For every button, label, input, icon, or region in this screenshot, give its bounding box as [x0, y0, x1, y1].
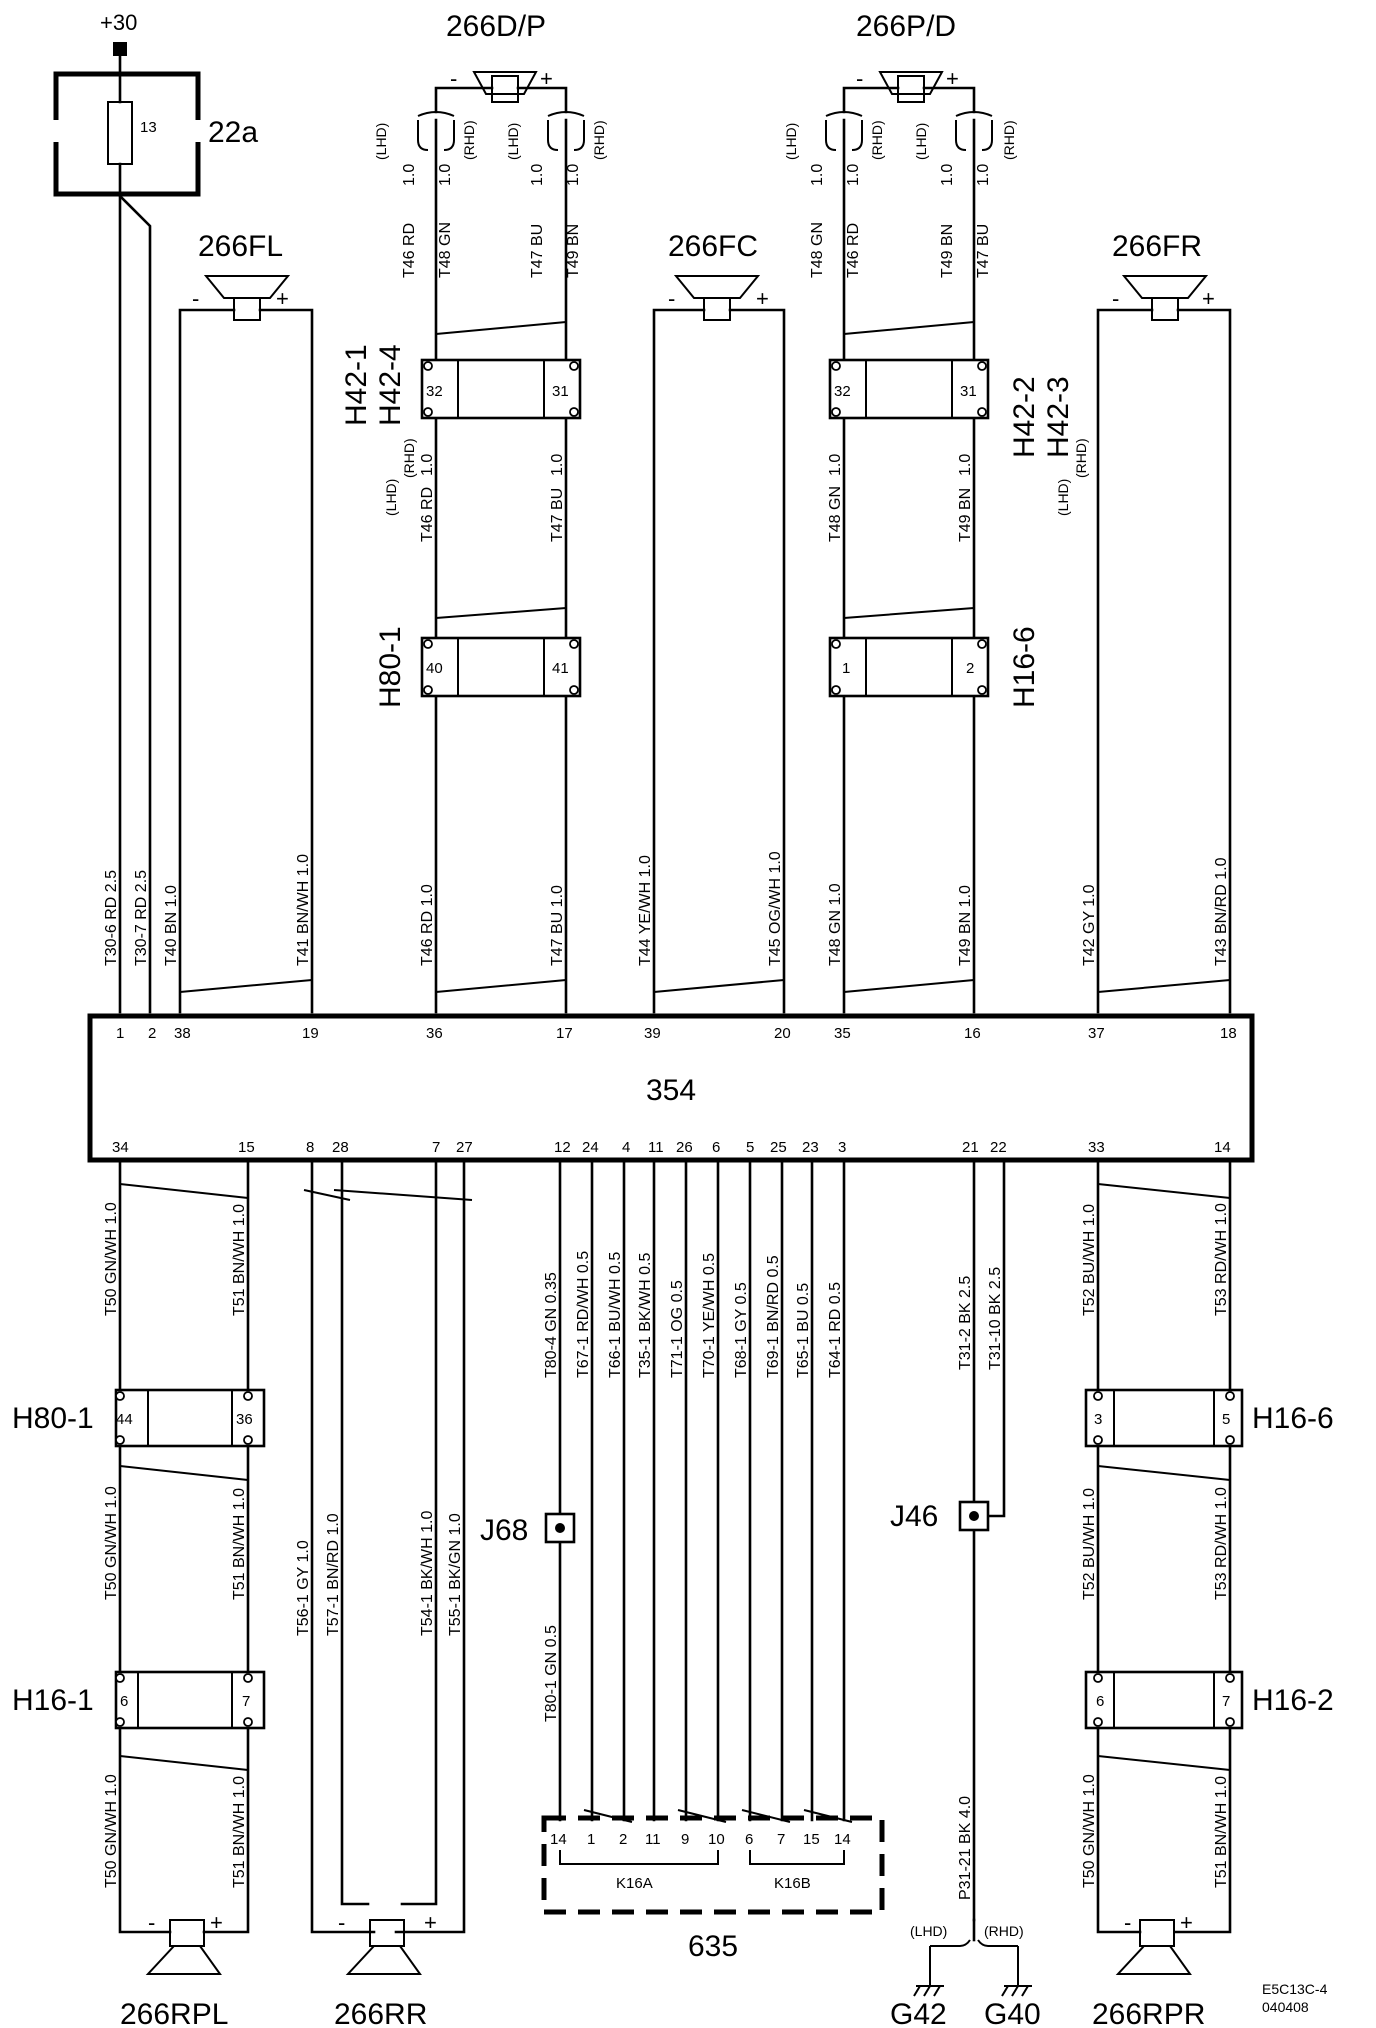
- svg-text:33: 33: [1088, 1139, 1105, 1156]
- svg-text:T41 BN/WH 1.0: T41 BN/WH 1.0: [295, 853, 312, 966]
- svg-text:34: 34: [112, 1139, 129, 1156]
- svg-text:T31-10 BK 2.5: T31-10 BK 2.5: [987, 1266, 1004, 1370]
- svg-text:+: +: [276, 286, 289, 311]
- svg-text:25: 25: [770, 1139, 787, 1156]
- label-h16-1: H16-1: [12, 1684, 94, 1717]
- svg-text:(LHD): (LHD): [910, 1923, 948, 1939]
- svg-text:T48 GN: T48 GN: [437, 221, 454, 278]
- svg-text:T49 BN: T49 BN: [957, 487, 974, 542]
- svg-text:T49 BN: T49 BN: [939, 223, 956, 278]
- control-unit-top-pins: [116, 1025, 1237, 1042]
- label-h42-4: H42-4: [374, 344, 407, 426]
- fuse-box: [56, 74, 198, 194]
- speaker-266fc-wires: [654, 310, 784, 1012]
- connector-h80-1-top: [422, 638, 580, 696]
- speaker-266rpr-label: 266RPR: [1092, 1998, 1206, 2028]
- svg-text:(LHD): (LHD): [913, 122, 929, 160]
- svg-text:41: 41: [552, 660, 569, 677]
- svg-text:T30-6 RD 2.5: T30-6 RD 2.5: [103, 869, 120, 966]
- svg-text:T50 GN/WH 1.0: T50 GN/WH 1.0: [103, 1486, 120, 1600]
- svg-text:15: 15: [238, 1139, 255, 1156]
- connector-h16-1: [116, 1672, 264, 1728]
- svg-text:T80-4 GN 0.35: T80-4 GN 0.35: [543, 1272, 560, 1378]
- svg-text:+: +: [1180, 1910, 1193, 1935]
- splice-j46: [960, 1502, 988, 1530]
- svg-text:19: 19: [302, 1025, 319, 1042]
- svg-text:1.0: 1.0: [957, 453, 974, 476]
- connector-h16-2: [1086, 1672, 1242, 1728]
- speaker-266fc-label: 266FC: [668, 230, 759, 263]
- splice-j68: [546, 1514, 574, 1542]
- svg-text:1.0: 1.0: [845, 163, 862, 186]
- speaker-266fr-wires: [1098, 310, 1230, 1012]
- svg-text:T55-1 BK/GN 1.0: T55-1 BK/GN 1.0: [447, 1513, 464, 1636]
- label-h16-6-bottom: H16-6: [1252, 1402, 1334, 1435]
- svg-text:1.0: 1.0: [565, 163, 582, 186]
- speaker-266fr-icon: [1124, 276, 1206, 320]
- svg-text:16: 16: [964, 1025, 981, 1042]
- svg-text:1.0: 1.0: [809, 163, 826, 186]
- svg-text:24: 24: [582, 1139, 599, 1156]
- speaker-266rr-icon: [348, 1920, 420, 1974]
- svg-text:T31-2 BK 2.5: T31-2 BK 2.5: [957, 1275, 974, 1370]
- label-g40: G40: [984, 1998, 1041, 2028]
- svg-text:T44 YE/WH 1.0: T44 YE/WH 1.0: [637, 855, 654, 966]
- label-g42: G42: [890, 1998, 947, 2028]
- svg-text:T67-1 RD/WH 0.5: T67-1 RD/WH 0.5: [575, 1250, 592, 1378]
- svg-text:T49 BN: T49 BN: [565, 223, 582, 278]
- svg-text:14: 14: [834, 1831, 851, 1848]
- svg-text:T50 GN/WH 1.0: T50 GN/WH 1.0: [1081, 1774, 1098, 1888]
- speaker-266fl-label: 266FL: [198, 230, 284, 263]
- svg-text:2: 2: [619, 1831, 628, 1848]
- svg-text:15: 15: [803, 1831, 820, 1848]
- label-module-635: 635: [688, 1930, 739, 1963]
- wires-rpr: [1098, 1160, 1230, 1932]
- svg-text:17: 17: [556, 1025, 573, 1042]
- svg-text:5: 5: [1222, 1411, 1231, 1428]
- svg-text:T70-1 YE/WH 0.5: T70-1 YE/WH 0.5: [701, 1252, 718, 1378]
- svg-text:(LHD): (LHD): [783, 122, 799, 160]
- svg-text:T57-1 BN/RD 1.0: T57-1 BN/RD 1.0: [325, 1513, 342, 1636]
- svg-text:44: 44: [116, 1411, 133, 1428]
- svg-text:T80-1 GN 0.5: T80-1 GN 0.5: [543, 1625, 560, 1722]
- svg-text:36: 36: [236, 1411, 253, 1428]
- svg-text:9: 9: [681, 1831, 690, 1848]
- svg-text:36: 36: [426, 1025, 443, 1042]
- ground-icon-g42: [914, 1986, 944, 1996]
- fuse-label: 22a: [208, 116, 259, 149]
- svg-text:11: 11: [648, 1139, 664, 1156]
- svg-text:T51 BN/WH 1.0: T51 BN/WH 1.0: [1213, 1775, 1230, 1888]
- svg-text:1.0: 1.0: [419, 453, 436, 476]
- label-j68: J68: [480, 1514, 529, 1547]
- svg-text:35: 35: [834, 1025, 851, 1042]
- svg-text:21: 21: [962, 1139, 979, 1156]
- svg-text:T68-1 GY 0.5: T68-1 GY 0.5: [733, 1282, 750, 1378]
- svg-text:T48 GN: T48 GN: [809, 221, 826, 278]
- svg-text:T46 RD: T46 RD: [419, 486, 436, 542]
- svg-text:31: 31: [552, 383, 569, 400]
- svg-text:T53 RD/WH 1.0: T53 RD/WH 1.0: [1213, 1487, 1230, 1600]
- svg-text:31: 31: [960, 383, 977, 400]
- bottom-wire-labels: [103, 1202, 1230, 1900]
- control-unit-label: 354: [646, 1074, 697, 1107]
- svg-text:-: -: [1124, 1910, 1132, 1935]
- connector-h16-6-top: [830, 638, 988, 696]
- label-k16a: K16A: [616, 1875, 653, 1892]
- svg-text:37: 37: [1088, 1025, 1105, 1042]
- svg-text:T47 BU: T47 BU: [549, 487, 566, 542]
- svg-text:39: 39: [644, 1025, 661, 1042]
- svg-text:+: +: [1202, 286, 1215, 311]
- svg-text:T69-1 BN/RD 0.5: T69-1 BN/RD 0.5: [765, 1255, 782, 1378]
- supply-terminal: [113, 42, 127, 56]
- fuse-number: 13: [140, 119, 157, 136]
- svg-text:20: 20: [774, 1025, 791, 1042]
- svg-text:1.0: 1.0: [437, 163, 454, 186]
- svg-text:1.0: 1.0: [529, 163, 546, 186]
- svg-text:+: +: [946, 66, 959, 91]
- svg-text:-: -: [1112, 286, 1120, 311]
- svg-text:11: 11: [645, 1831, 661, 1848]
- svg-text:5: 5: [746, 1139, 755, 1156]
- svg-text:(RHD): (RHD): [401, 438, 417, 478]
- svg-text:T64-1 RD 0.5: T64-1 RD 0.5: [827, 1281, 844, 1378]
- svg-text:1.0: 1.0: [939, 163, 956, 186]
- speaker-266fc-icon: [676, 276, 758, 320]
- svg-text:(RHD): (RHD): [984, 1923, 1024, 1939]
- fuse-element: [108, 102, 132, 164]
- svg-text:(LHD): (LHD): [383, 478, 399, 516]
- svg-text:T46 RD 1.0: T46 RD 1.0: [419, 884, 436, 966]
- svg-text:12: 12: [554, 1139, 571, 1156]
- label-h80-1-top: H80-1: [374, 626, 407, 708]
- svg-text:T47 BU: T47 BU: [529, 223, 546, 278]
- svg-text:T46 RD: T46 RD: [401, 222, 418, 278]
- svg-text:P31-21 BK 4.0: P31-21 BK 4.0: [957, 1795, 974, 1900]
- speaker-266fl-wires: [180, 310, 312, 1012]
- label-h16-6-top: H16-6: [1008, 626, 1041, 708]
- label-h42-3: H42-3: [1042, 376, 1075, 458]
- svg-text:T43 BN/RD 1.0: T43 BN/RD 1.0: [1213, 857, 1230, 966]
- svg-text:6: 6: [745, 1831, 754, 1848]
- svg-text:T56-1 GY 1.0: T56-1 GY 1.0: [295, 1540, 312, 1636]
- speaker-266dp-wires: [436, 120, 566, 1012]
- label-h16-2: H16-2: [1252, 1684, 1334, 1717]
- svg-text:T47 BU 1.0: T47 BU 1.0: [549, 885, 566, 966]
- svg-text:(LHD): (LHD): [1055, 478, 1071, 516]
- svg-text:23: 23: [802, 1139, 819, 1156]
- svg-text:22: 22: [990, 1139, 1007, 1156]
- svg-text:(RHD): (RHD): [1073, 438, 1089, 478]
- svg-text:4: 4: [622, 1139, 631, 1156]
- label-j46: J46: [890, 1500, 939, 1533]
- svg-text:-: -: [450, 66, 458, 91]
- svg-text:18: 18: [1220, 1025, 1237, 1042]
- svg-text:1.0: 1.0: [975, 163, 992, 186]
- svg-text:10: 10: [708, 1831, 725, 1848]
- svg-text:T53 RD/WH 1.0: T53 RD/WH 1.0: [1213, 1203, 1230, 1316]
- svg-text:1: 1: [842, 660, 851, 677]
- label-k16b: K16B: [774, 1875, 811, 1892]
- svg-text:7: 7: [242, 1693, 251, 1710]
- supply-label: +30: [100, 10, 138, 35]
- connector-h80-1-bottom: [116, 1390, 264, 1446]
- svg-text:T40 BN 1.0: T40 BN 1.0: [163, 885, 180, 966]
- svg-text:38: 38: [174, 1025, 191, 1042]
- svg-text:14: 14: [1214, 1139, 1231, 1156]
- label-h42-1: H42-1: [340, 344, 373, 426]
- svg-text:T48 GN 1.0: T48 GN 1.0: [827, 883, 844, 966]
- svg-text:+: +: [540, 66, 553, 91]
- module-635-pins: [550, 1831, 851, 1848]
- svg-text:T30-7 RD 2.5: T30-7 RD 2.5: [133, 869, 150, 966]
- svg-text:27: 27: [456, 1139, 473, 1156]
- svg-text:T47 BU: T47 BU: [975, 223, 992, 278]
- svg-text:-: -: [192, 286, 200, 311]
- svg-text:T42 GY 1.0: T42 GY 1.0: [1081, 884, 1098, 966]
- label-h42-2: H42-2: [1008, 376, 1041, 458]
- svg-text:T51 BN/WH 1.0: T51 BN/WH 1.0: [231, 1203, 248, 1316]
- svg-text:2: 2: [966, 660, 975, 677]
- svg-text:3: 3: [838, 1139, 847, 1156]
- speaker-266pd-label: 266P/D: [856, 10, 957, 43]
- svg-text:(RHD): (RHD): [591, 120, 607, 160]
- svg-text:T51 BN/WH 1.0: T51 BN/WH 1.0: [231, 1487, 248, 1600]
- svg-text:6: 6: [712, 1139, 721, 1156]
- svg-text:2: 2: [148, 1025, 157, 1042]
- svg-text:(RHD): (RHD): [461, 120, 477, 160]
- svg-text:T71-1 OG 0.5: T71-1 OG 0.5: [669, 1280, 686, 1378]
- svg-text:-: -: [668, 286, 676, 311]
- svg-text:T52 BU/WH 1.0: T52 BU/WH 1.0: [1081, 1203, 1098, 1316]
- svg-text:(LHD): (LHD): [373, 122, 389, 160]
- svg-text:1.0: 1.0: [549, 453, 566, 476]
- svg-text:3: 3: [1094, 1411, 1103, 1428]
- speaker-266dp-label: 266D/P: [446, 10, 547, 43]
- control-unit-bottom-pins: [112, 1139, 1231, 1156]
- svg-text:32: 32: [426, 383, 443, 400]
- svg-text:1: 1: [116, 1025, 125, 1042]
- ground-icon-g40: [1002, 1986, 1032, 1996]
- svg-text:T51 BN/WH 1.0: T51 BN/WH 1.0: [231, 1775, 248, 1888]
- svg-text:7: 7: [1222, 1693, 1231, 1710]
- svg-text:T50 GN/WH 1.0: T50 GN/WH 1.0: [103, 1202, 120, 1316]
- svg-text:+: +: [756, 286, 769, 311]
- doc-code-1: E5C13C-4: [1262, 1981, 1328, 1997]
- svg-text:-: -: [148, 1910, 156, 1935]
- svg-text:6: 6: [1096, 1693, 1105, 1710]
- svg-text:T48 GN: T48 GN: [827, 485, 844, 542]
- svg-text:40: 40: [426, 660, 443, 677]
- connector-h42-left: [422, 360, 580, 418]
- speaker-266rr-label: 266RR: [334, 1998, 428, 2028]
- svg-text:32: 32: [834, 383, 851, 400]
- svg-text:T45 OG/WH 1.0: T45 OG/WH 1.0: [767, 851, 784, 966]
- svg-text:26: 26: [676, 1139, 693, 1156]
- svg-text:1: 1: [587, 1831, 596, 1848]
- svg-text:14: 14: [550, 1831, 567, 1848]
- label-h80-1-bottom: H80-1: [12, 1402, 94, 1435]
- svg-text:T65-1 BU 0.5: T65-1 BU 0.5: [795, 1282, 812, 1378]
- svg-text:6: 6: [120, 1693, 129, 1710]
- svg-text:T46 RD: T46 RD: [845, 222, 862, 278]
- doc-code-2: 040408: [1262, 1999, 1309, 2015]
- svg-text:1.0: 1.0: [401, 163, 418, 186]
- svg-text:T35-1 BK/WH 0.5: T35-1 BK/WH 0.5: [637, 1252, 654, 1378]
- svg-text:(RHD): (RHD): [1001, 120, 1017, 160]
- svg-text:T52 BU/WH 1.0: T52 BU/WH 1.0: [1081, 1487, 1098, 1600]
- svg-text:-: -: [338, 1910, 346, 1935]
- svg-text:8: 8: [306, 1139, 315, 1156]
- speaker-266rpl-label: 266RPL: [120, 1998, 229, 2028]
- svg-text:7: 7: [432, 1139, 441, 1156]
- connector-h42-right: [830, 360, 988, 418]
- svg-text:28: 28: [332, 1139, 349, 1156]
- connector-h16-6-bottom: [1086, 1390, 1242, 1446]
- svg-text:(LHD): (LHD): [505, 122, 521, 160]
- svg-text:+: +: [210, 1910, 223, 1935]
- svg-text:T66-1 BU/WH 0.5: T66-1 BU/WH 0.5: [607, 1251, 624, 1378]
- svg-text:T50 GN/WH 1.0: T50 GN/WH 1.0: [103, 1774, 120, 1888]
- speaker-266fr-label: 266FR: [1112, 230, 1203, 263]
- svg-text:7: 7: [777, 1831, 786, 1848]
- svg-text:-: -: [856, 66, 864, 91]
- svg-text:T54-1 BK/WH 1.0: T54-1 BK/WH 1.0: [419, 1510, 436, 1636]
- svg-text:1.0: 1.0: [827, 453, 844, 476]
- svg-text:(RHD): (RHD): [869, 120, 885, 160]
- svg-text:+: +: [424, 1910, 437, 1935]
- wires-rpl: [120, 1160, 251, 1932]
- svg-text:T49 BN 1.0: T49 BN 1.0: [957, 885, 974, 966]
